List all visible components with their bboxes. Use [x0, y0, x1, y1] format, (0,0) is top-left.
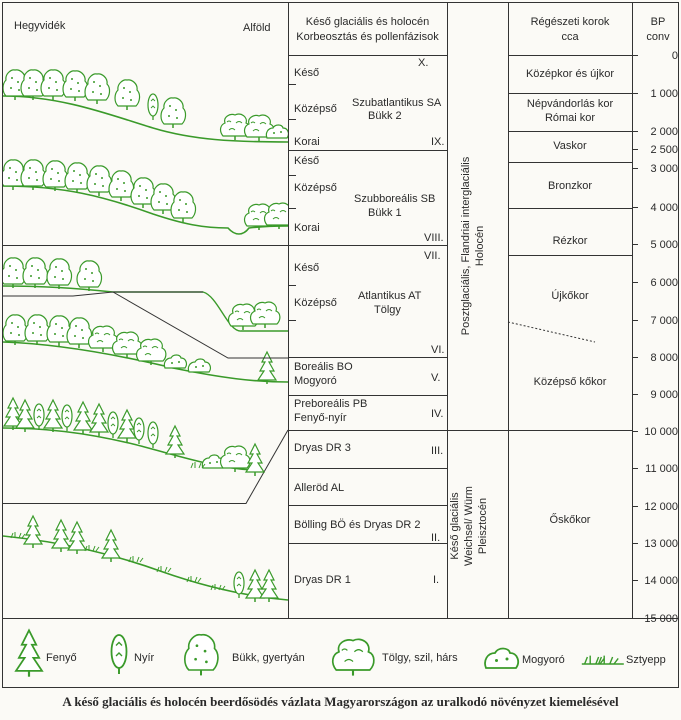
postglacial-label: Posztglaciális, Flandriai interglaciális — [460, 156, 472, 336]
archaeo-period: Újkőkor — [551, 290, 589, 302]
bp-tick-label: 2 500 — [650, 144, 678, 156]
bp-scale — [632, 0, 680, 625]
header-bp-title-1: BP — [650, 16, 666, 28]
phase-dominant-tree: Bükk 2 — [368, 110, 402, 122]
hazel-icon — [485, 649, 518, 669]
holocene-label: Holocén — [474, 225, 486, 267]
bp-tick-label: 3 000 — [650, 163, 678, 175]
phase-name: Szubboreális SB — [354, 193, 436, 205]
header-highland-label: Hegyvidék — [14, 20, 66, 32]
legend-label-hazel: Mogyoró — [522, 654, 565, 666]
legend-label-birch: Nyír — [134, 652, 155, 664]
phase-roman: III. — [431, 445, 444, 457]
bp-tick-label: 8 000 — [650, 352, 678, 364]
phase-dominant-tree: Bükk 1 — [368, 207, 402, 219]
phase-name: Dryas DR 3 — [294, 442, 351, 454]
phase-roman: VII. — [424, 250, 441, 262]
subphase-label: Késő — [294, 67, 320, 79]
legend — [3, 620, 679, 684]
bp-tick-label: 0 — [671, 50, 678, 62]
phase-roman: II. — [431, 532, 441, 544]
archaeo-period: Római kor — [544, 112, 596, 124]
panel-lateglacial — [3, 516, 288, 602]
bp-tick-label: 12 000 — [644, 501, 678, 513]
phase-roman: X. — [418, 57, 429, 69]
phase-name: Bölling BÖ és Dryas DR 2 — [294, 519, 421, 531]
subphase-label: Korai — [294, 136, 320, 148]
phase-roman: I. — [433, 574, 440, 586]
phase-name: Dryas DR 1 — [294, 574, 351, 586]
phase-roman: VI. — [431, 344, 445, 356]
phase-name: Szubatlantikus SA — [352, 97, 442, 109]
bp-tick-label: 15 000 — [644, 613, 678, 625]
bp-tick-label: 6 000 — [650, 277, 678, 289]
subphase-label: Korai — [294, 222, 320, 234]
legend-label-oak: Tölgy, szil, hárs — [382, 652, 458, 664]
birch-icon — [112, 635, 127, 674]
weichsel-label: Weichsel/ Würm — [463, 486, 475, 566]
archaeo-period: Őskőkor — [549, 514, 591, 526]
phase-roman: VIII. — [424, 232, 444, 244]
subphase-label: Középső — [294, 297, 337, 309]
phase-dominant-tree: Mogyoró — [294, 375, 337, 387]
archaeo-period: Népvándorlás kor — [526, 98, 614, 110]
phase-name: Alleröd AL — [294, 482, 345, 494]
archaeo-period: Bronzkor — [547, 180, 593, 192]
header-phase-title-2: Korbeosztás és pollenfázisok — [296, 31, 439, 43]
phase-roman: IX. — [431, 136, 445, 148]
bp-tick-label: 10 000 — [644, 426, 678, 438]
conifer-icon — [16, 630, 42, 676]
bp-tick-label: 7 000 — [650, 315, 678, 327]
landscape-panels — [3, 56, 288, 618]
bp-tick-label: 14 000 — [644, 575, 678, 587]
subphase-label: Késő — [294, 262, 320, 274]
legend-label-beech: Bükk, gyertyán — [232, 652, 305, 664]
legend-label-conifer: Fenyő — [46, 652, 77, 664]
header-bp-title-2: conv — [646, 31, 670, 43]
steppe-icon — [582, 656, 624, 664]
bp-tick-label: 1 000 — [650, 88, 678, 100]
oak-icon — [333, 639, 374, 675]
archaeo-period: Vaskor — [553, 140, 587, 152]
phase-dominant-tree: Fenyő-nyír — [294, 412, 347, 424]
archaeo-period: Rézkor — [552, 235, 588, 247]
subphase-label: Középső — [294, 103, 337, 115]
bp-tick-label: 4 000 — [650, 202, 678, 214]
bp-tick-label: 5 000 — [650, 239, 678, 251]
phase-name: Boreális BO — [294, 361, 353, 373]
legend-label-steppe: Sztyepp — [626, 654, 666, 666]
beech-icon — [185, 635, 218, 676]
vertical-labels — [448, 56, 508, 616]
archaeo-period: Középső kőkor — [533, 376, 607, 388]
subphase-label: Középső — [294, 182, 337, 194]
lateglacial-label: Késő glaciális — [449, 492, 461, 560]
header-phase-title-1: Késő glaciális és holocén — [305, 16, 430, 28]
phase-roman: V. — [431, 372, 441, 384]
bp-tick-label: 2 000 — [650, 126, 678, 138]
header-archaeo-title-1: Régészeti korok — [530, 16, 610, 28]
archaeo-period: Középkor és újkor — [525, 68, 615, 80]
figure-caption: A késő glaciális és holocén beerdősödés vázlata Magyarországon az uralkodó növényzet kiemelésével — [62, 694, 619, 709]
phase-name: Preboreális PB — [294, 398, 368, 410]
header-archaeo-title-2: cca — [561, 31, 579, 43]
bp-tick-label: 11 000 — [645, 463, 678, 475]
pleistocene-label: Pleisztocén — [477, 497, 489, 555]
header-lowland-label: Alföld — [243, 22, 271, 34]
subphase-label: Késő — [294, 155, 320, 167]
bp-tick-label: 9 000 — [650, 389, 678, 401]
phase-name: Atlantikus AT — [358, 290, 422, 302]
panel-preboreal — [3, 398, 264, 476]
panel-subboreal — [3, 160, 288, 234]
phase-dominant-tree: Tölgy — [374, 304, 401, 316]
bp-tick-label: 13 000 — [644, 538, 678, 550]
phase-roman: IV. — [431, 408, 444, 420]
panel-subatlantic — [3, 70, 288, 142]
